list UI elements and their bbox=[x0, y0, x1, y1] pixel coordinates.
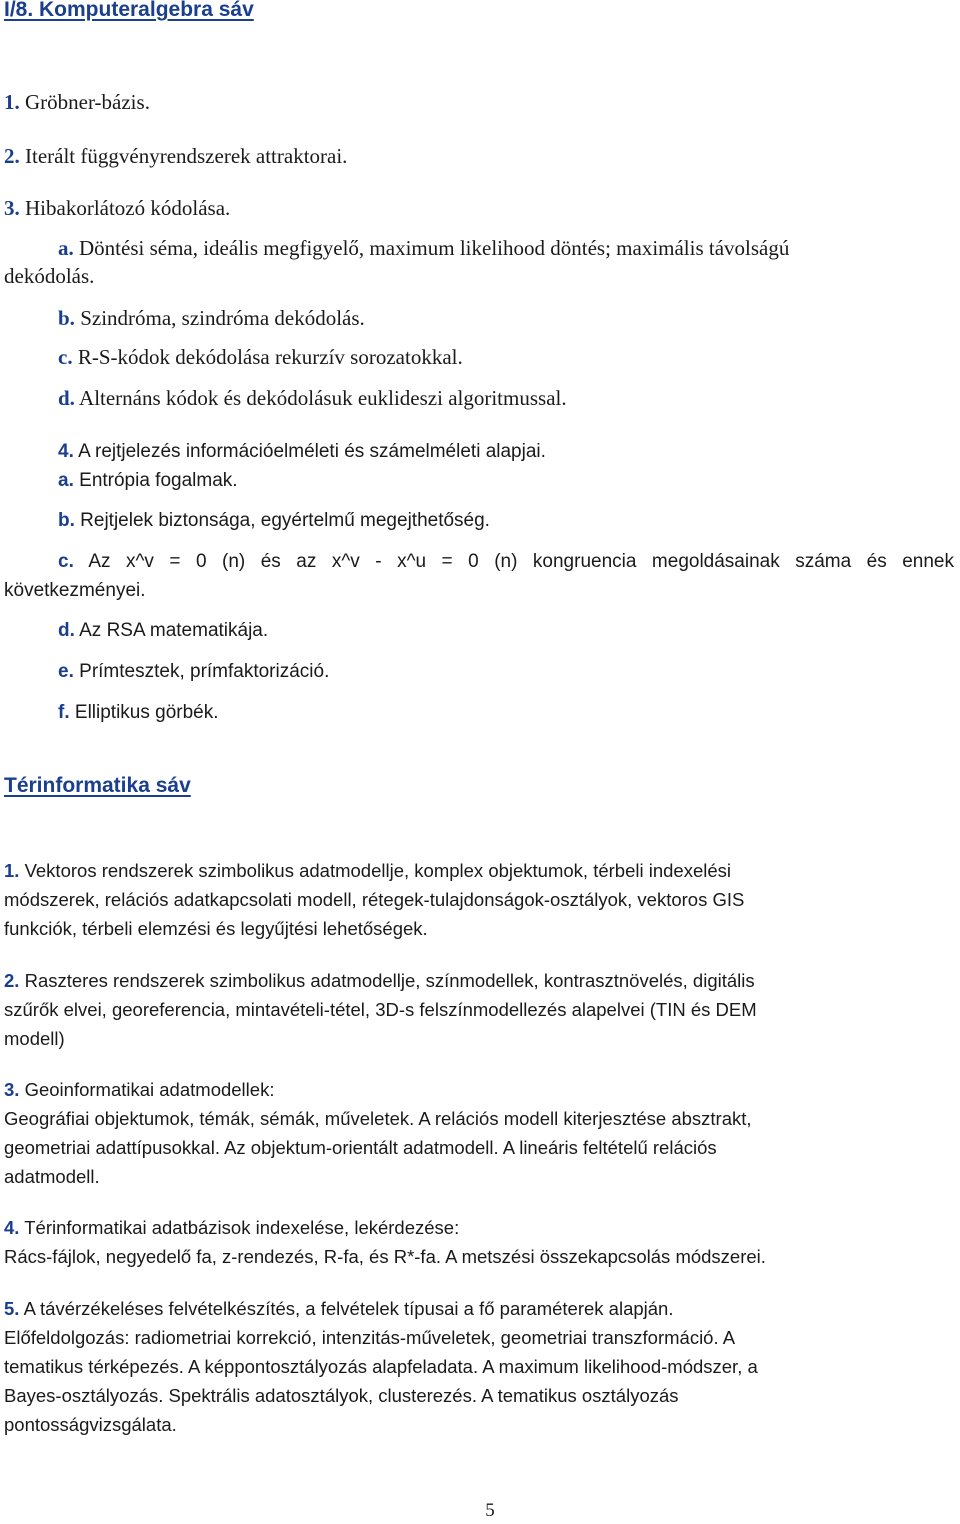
item-text: Az x^v = 0 (n) és az x^v - x^u = 0 (n) kongruencia megoldásainak száma és ennek bbox=[88, 551, 954, 572]
sub-list-item bbox=[58, 234, 789, 263]
item-number: 1. bbox=[4, 90, 20, 114]
paragraph-line: Bayes-osztályozás. Spektrális adatosztályok, clusterezés. A tematikus osztályozás bbox=[4, 1385, 679, 1406]
item-letter: f. bbox=[58, 702, 70, 723]
paragraph-line: modell) bbox=[4, 1028, 65, 1049]
item-text: Hibakorlátozó kódolása. bbox=[25, 196, 231, 220]
item-text: Entrópia fogalmak. bbox=[79, 470, 238, 491]
sub-list-item bbox=[58, 657, 329, 686]
page-number: 5 bbox=[485, 1500, 495, 1521]
line-text: A távérzékeléses felvételkészítés, a felvételek típusai a fő paraméterek alapján. bbox=[23, 1298, 674, 1319]
paragraph-line: funkciók, térbeli elemzési és legyűjtési lehetőségek. bbox=[4, 918, 428, 939]
sub-list-item-continuation: dekódolás. bbox=[4, 264, 95, 288]
item-number: 4. bbox=[58, 441, 74, 462]
item-text: Elliptikus görbék. bbox=[74, 702, 219, 723]
paragraph-item bbox=[4, 1294, 952, 1439]
list-item bbox=[4, 194, 230, 223]
paragraph-line bbox=[4, 856, 952, 885]
item-number: 2. bbox=[4, 144, 20, 168]
line-text: Geoinformatikai adatmodellek: bbox=[24, 1079, 275, 1100]
paragraph-item bbox=[4, 856, 952, 943]
item-letter: a. bbox=[58, 470, 74, 491]
line-text: Térinformatikai adatbázisok indexelése, lekérdezése: bbox=[24, 1217, 460, 1238]
paragraph-line: adatmodell. bbox=[4, 1166, 100, 1187]
item-text: Alternáns kódok és dekódolásuk euklideszi algoritmussal. bbox=[79, 386, 567, 410]
sub-list-item bbox=[58, 384, 567, 413]
item-letter: d. bbox=[58, 386, 75, 410]
item-text: Gröbner-bázis. bbox=[25, 90, 150, 114]
paragraph-line bbox=[4, 1294, 952, 1323]
list-item bbox=[4, 142, 347, 171]
sub-list-item bbox=[58, 698, 219, 727]
line-text: Raszteres rendszerek szimbolikus adatmodellje, színmodellek, kontrasztnövelés, digitális bbox=[24, 970, 755, 991]
paragraph-line: Rács-fájlok, negyedelő fa, z-rendezés, R-fa, és R*-fa. A metszési összekapcsolás módszerei. bbox=[4, 1246, 766, 1267]
item-text: Az RSA matematikája. bbox=[79, 620, 269, 641]
paragraph-line: pontosságvizsgálata. bbox=[4, 1414, 177, 1435]
section-title-terinformatika: Térinformatika sáv bbox=[4, 774, 191, 797]
paragraph-line: Előfeldolgozás: radiometriai korrekció, intenzitás-műveletek, geometriai transzformáció. A bbox=[4, 1327, 736, 1348]
paragraph-line: módszerek, relációs adatkapcsolati modell, rétegek-tulajdonságok-osztályok, vektoros GIS bbox=[4, 889, 745, 910]
item-text: Szindróma, szindróma dekódolás. bbox=[80, 306, 365, 330]
sub-list-item bbox=[58, 304, 365, 333]
list-item bbox=[58, 437, 546, 466]
item-letter: a. bbox=[58, 236, 74, 260]
section-title-komputeralgebra: I/8. Komputeralgebra sáv bbox=[4, 0, 254, 21]
paragraph-line: Geográfiai objektumok, témák, sémák, műveletek. A relációs modell kiterjesztése absztrakt, bbox=[4, 1108, 752, 1129]
paragraph-item bbox=[4, 966, 952, 1053]
paragraph-line bbox=[4, 966, 952, 995]
item-text: Rejtjelek biztonsága, egyértelmű megejthetőség. bbox=[80, 510, 490, 531]
paragraph-line bbox=[4, 1213, 952, 1242]
item-number: 5. bbox=[4, 1298, 20, 1319]
item-text: Döntési séma, ideális megfigyelő, maximum likelihood döntés; maximális távolságú bbox=[79, 236, 790, 260]
paragraph-line: szűrők elvei, georeferencia, mintavételi-tétel, 3D-s felszínmodellezés alapelvei (TIN és DEM bbox=[4, 999, 757, 1020]
item-text: Prímtesztek, prímfaktorizáció. bbox=[79, 661, 330, 682]
sub-list-item bbox=[58, 506, 490, 535]
item-letter: d. bbox=[58, 620, 75, 641]
paragraph-line: geometriai adattípusokkal. Az objektum-orientált adatmodell. A lineáris feltételű relációs bbox=[4, 1137, 717, 1158]
paragraph-item bbox=[4, 1213, 952, 1271]
item-number: 2. bbox=[4, 970, 20, 991]
list-item bbox=[4, 88, 150, 117]
item-number: 1. bbox=[4, 860, 20, 881]
sub-list-item bbox=[58, 466, 238, 495]
sub-list-item bbox=[58, 343, 463, 372]
item-letter: b. bbox=[58, 306, 75, 330]
sub-list-item bbox=[58, 616, 268, 645]
item-text: Iterált függvényrendszerek attraktorai. bbox=[25, 144, 348, 168]
paragraph-item bbox=[4, 1075, 952, 1191]
paragraph-line: tematikus térképezés. A képpontosztályozás alapfeladata. A maximum likelihood-módszer, a bbox=[4, 1356, 758, 1377]
item-text: A rejtjelezés információelméleti és számelméleti alapjai. bbox=[78, 441, 546, 462]
item-letter: b. bbox=[58, 510, 75, 531]
item-text: R-S-kódok dekódolása rekurzív sorozatokkal. bbox=[77, 345, 463, 369]
item-number: 3. bbox=[4, 1079, 20, 1100]
line-text: Vektoros rendszerek szimbolikus adatmodellje, komplex objektumok, térbeli indexelési bbox=[24, 860, 732, 881]
sub-list-item bbox=[58, 547, 954, 576]
item-number: 3. bbox=[4, 196, 20, 220]
item-text-justified bbox=[58, 547, 954, 576]
item-letter: c. bbox=[58, 551, 74, 572]
item-letter: c. bbox=[58, 345, 73, 369]
item-number: 4. bbox=[4, 1217, 20, 1238]
item-letter: e. bbox=[58, 661, 74, 682]
sub-list-item-continuation: következményei. bbox=[4, 580, 146, 601]
paragraph-line bbox=[4, 1075, 952, 1104]
